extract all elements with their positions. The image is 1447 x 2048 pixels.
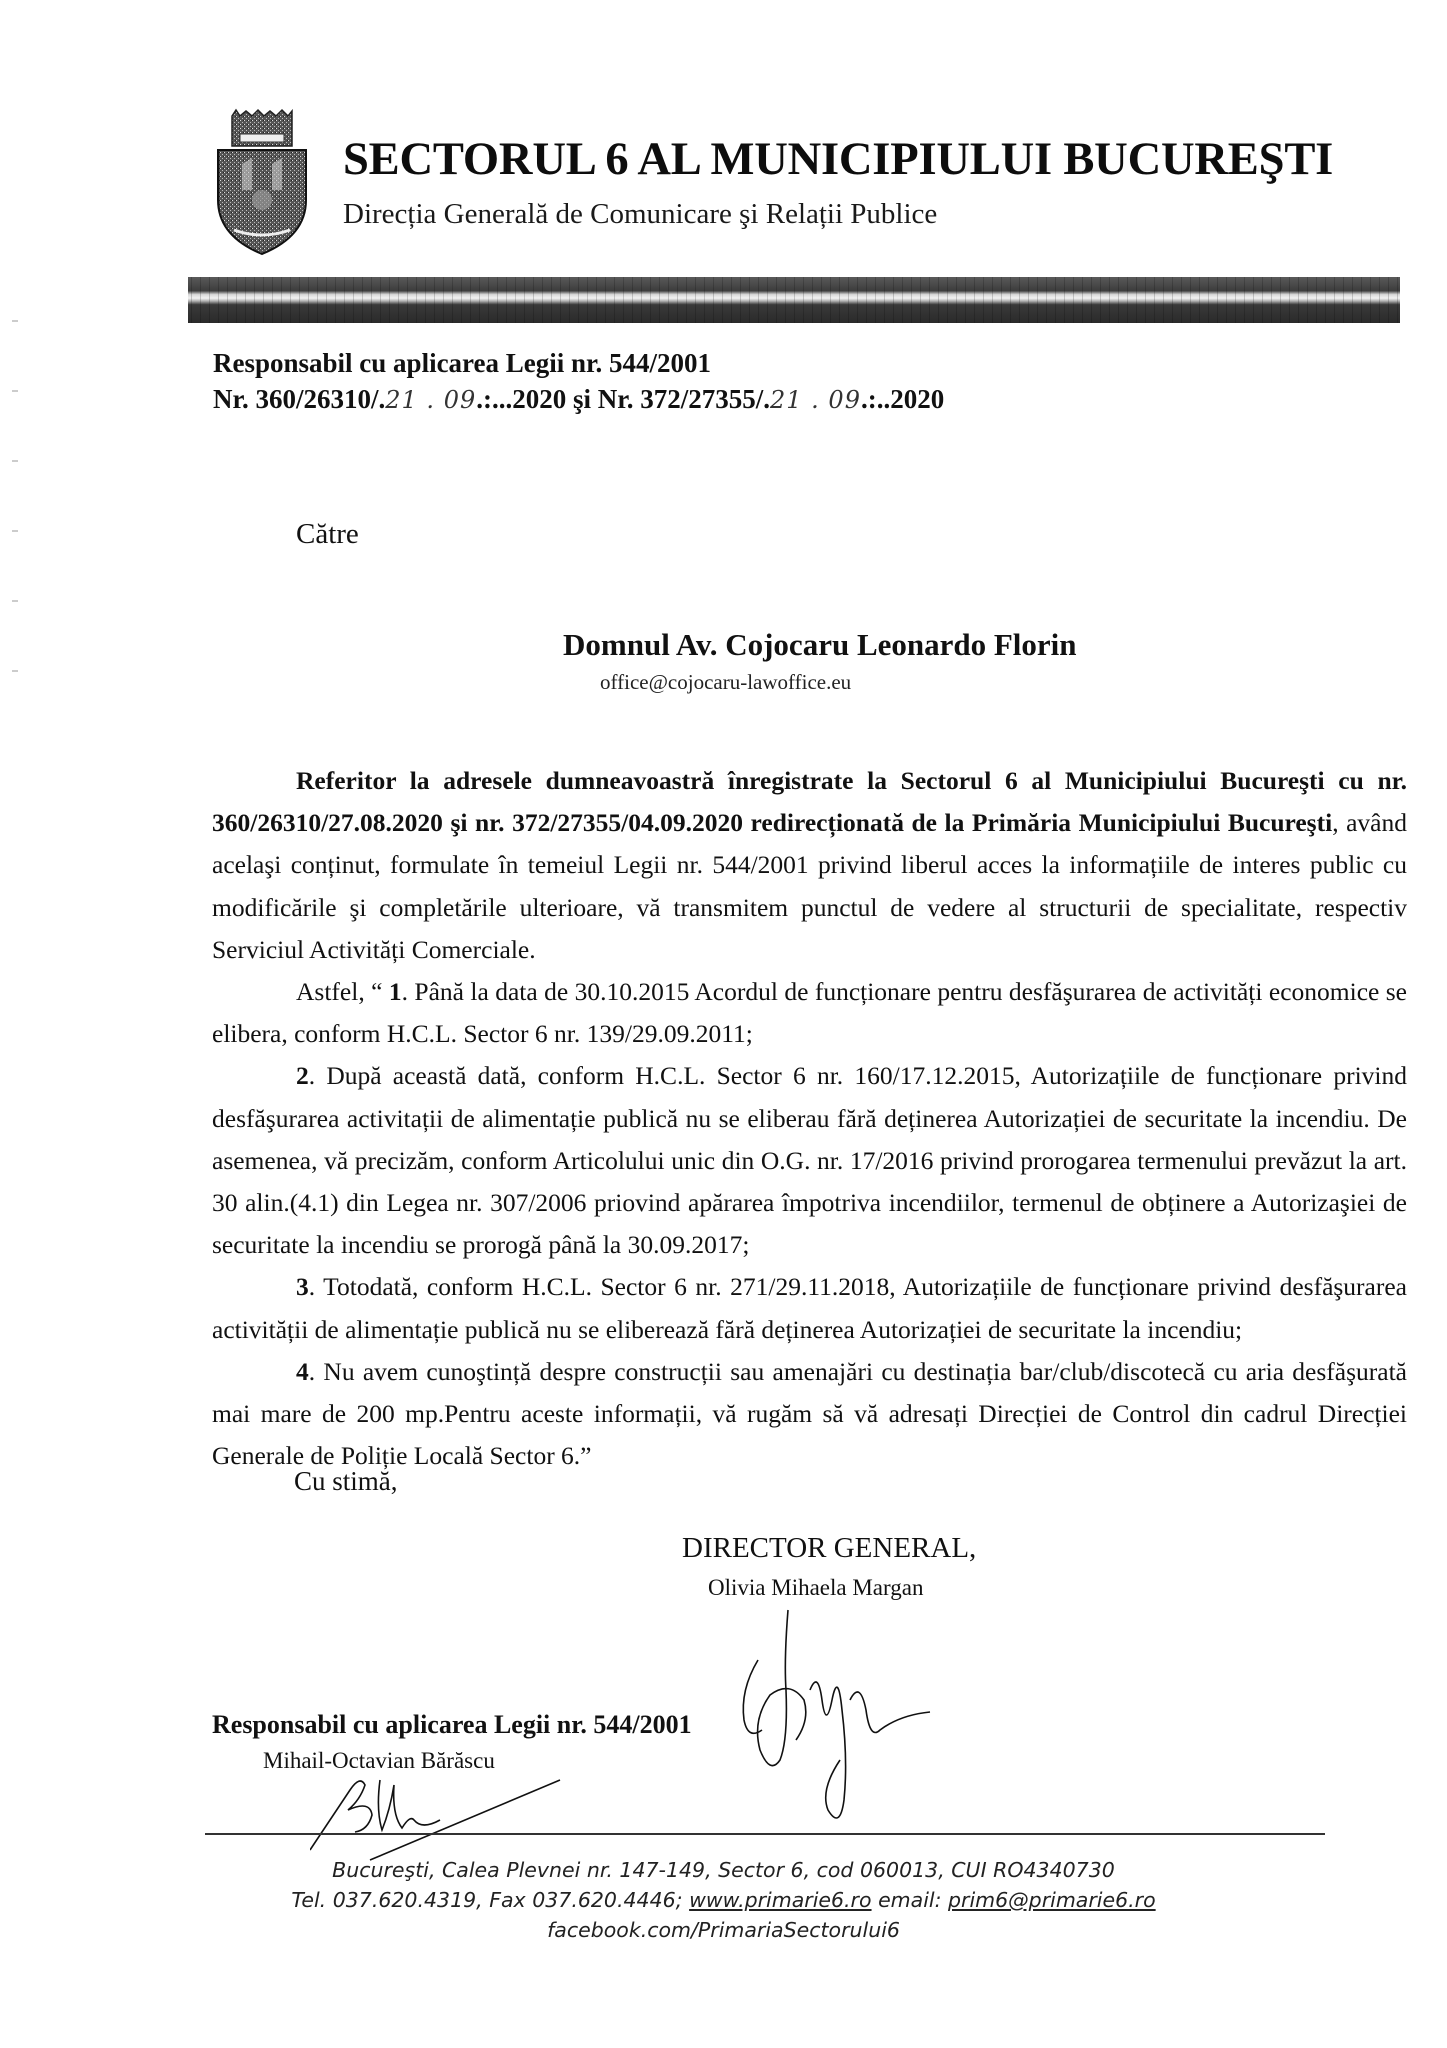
recipient-label: Către	[296, 518, 359, 550]
scan-artifact	[12, 280, 18, 740]
footer-contact	[0, 1888, 1447, 1912]
paragraph-point-1: Astfel, “ 1. Până la data de 30.10.2015 Acordul de funcționare pentru desfăşurarea de activități economice se elibera, conform H.C.L. Sector 6 nr. 139/29.09.2011;	[212, 977, 1407, 1049]
header-divider-band	[188, 277, 1400, 323]
registration-nr1-suffix: 2020 şi Nr. 372/27355/	[512, 384, 764, 414]
footer-phone-fax: Tel. 037.620.4319, Fax 037.620.4446;	[291, 1888, 690, 1912]
responsible-name: Mihail-Octavian Bărăscu	[263, 1748, 495, 1773]
paragraph-intro: Referitor la adresele dumneavoastră înregistrate la Sectorul 6 al Municipiului Bucureşti cu nr. 360/26310/27.08.2020 şi nr. 372/27355/04.09.2020 redirecționată de la Primăria Municipiului Bucureşti, având acelaşi conținut, formulate în temeiul Legii nr. 544/2001 privind liberul acces la informațiile de interes public cu modificările şi completările ulterioare, vă transmitem punctul de vedere al structurii de specialitate, respectiv Serviciul Activități Comerciale.	[212, 766, 1407, 964]
handwritten-date-2: 21 . 09	[770, 386, 861, 414]
director-title: DIRECTOR GENERAL,	[682, 1532, 977, 1564]
letter-body	[212, 760, 1407, 1477]
addressee-name: Domnul Av. Cojocaru Leonardo Florin	[563, 627, 1077, 662]
footer-facebook: facebook.com/PrimariaSectorului6	[547, 1918, 900, 1942]
organization-subtitle: Direcția Generală de Comunicare şi Relații Publice	[343, 198, 938, 230]
bucharest-coat-of-arms-icon	[212, 108, 312, 256]
footer-website-link[interactable]: www.primarie6.ro	[689, 1888, 872, 1912]
addressee-email: office@cojocaru-lawoffice.eu	[600, 670, 852, 694]
registration-title: Responsabil cu aplicarea Legii nr. 544/2001	[213, 348, 712, 378]
salutation: Cu stimă,	[294, 1466, 398, 1496]
registration-numbers: Nr. 360/26310/.21 . 09.:...2020 şi Nr. 372/27355/.21 . 09.:..2020	[213, 384, 945, 414]
director-signature	[700, 1600, 1020, 1840]
footer-email-label: email:	[871, 1888, 949, 1912]
footer-email-link[interactable]: prim6@primarie6.ro	[948, 1888, 1156, 1912]
director-name: Olivia Mihaela Margan	[708, 1575, 924, 1600]
registration-block	[213, 345, 944, 418]
registration-nr1-prefix: Nr. 360/26310/	[213, 384, 379, 414]
organization-title: SECTORUL 6 AL MUNICIPIULUI BUCUREŞTI	[343, 133, 1334, 185]
responsible-signature	[310, 1760, 580, 1870]
paragraph-point-3: 3. Totodată, conform H.C.L. Sector 6 nr. 271/29.11.2018, Autorizațiile de funcționare privind desfăşurarea activității de alimentație publică nu se eliberează fără deținerea Autorizației de securitate la incendiu;	[212, 1272, 1407, 1344]
handwritten-date-1: 21 . 09	[385, 386, 477, 414]
footer-address: Bucureşti, Calea Plevnei nr. 147-149, Sector 6, cod 060013, CUI RO4340730	[332, 1858, 1115, 1882]
paragraph-point-4: 4. Nu avem cunoştință despre construcții sau amenajări cu destinația bar/club/discotecă cu aria desfăşurată mai mare de 200 mp.Pentru aceste informații, vă rugăm să vă adresați Direcției de Control din cadrul Direcției Generale de Poliție Locală Sector 6.”	[212, 1356, 1407, 1471]
registration-nr2-suffix: 2020	[890, 384, 945, 414]
responsible-title: Responsabil cu aplicarea Legii nr. 544/2001	[212, 1710, 692, 1739]
paragraph-point-2: 2. După această dată, conform H.C.L. Sector 6 nr. 160/17.12.2015, Autorizațiile de funcționare privind desfăşurarea activitații de alimentație publică nu se eliberau fără deținerea Autorizației de securitate la incendiu. De asemenea, vă precizăm, conform Articolului unic din O.G. nr. 17/2016 privind prorogarea termenului prevăzut la art. 30 alin.(4.1) din Legea nr. 307/2006 priovind apărarea împotriva incendiilor, termenul de obținere a Autorizaşiei de securitate la incendiu se prorogă până la 30.09.2017;	[212, 1061, 1407, 1260]
footer-divider	[205, 1833, 1325, 1835]
